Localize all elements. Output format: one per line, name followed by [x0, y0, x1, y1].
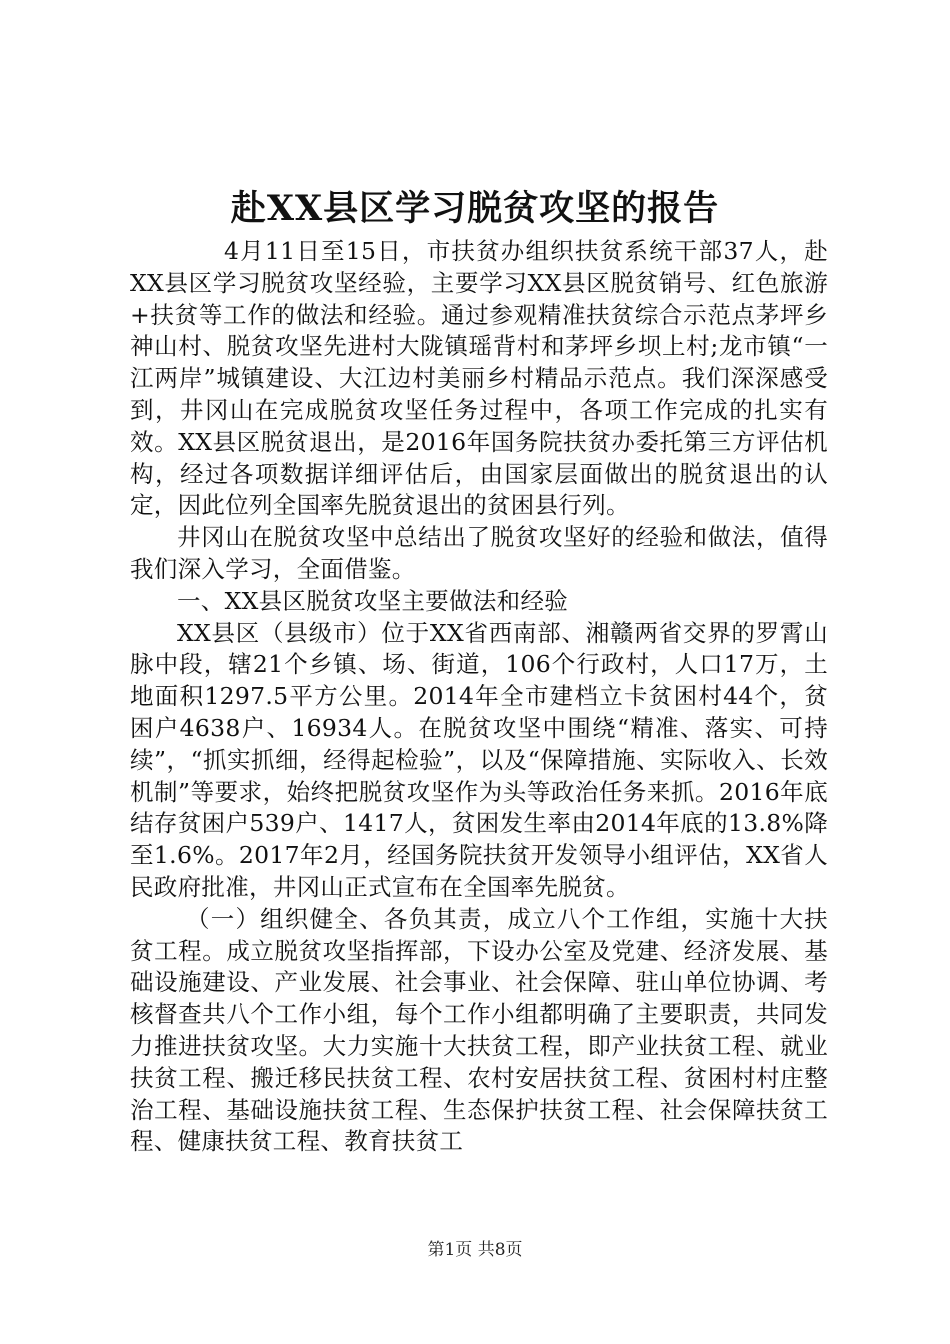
document-title: 赴XX县区学习脱贫攻坚的报告 — [230, 188, 720, 229]
paragraph-subsection-1: （一）组织健全、各负其责，成立八个工作组，实施十大扶贫工程。成立脱贫攻坚指挥部，下设办公室及党建、经济发展、基础设施建设、产业发展、社会事业、社会保障、驻山单位协调、考核督查共八个工作小组，每个工作小组都明确了主要职责，共同发力推进扶贫攻坚。大力实施十大扶贫工程，即产业扶贫工程、就业扶贫工程、搬迁移民扶贫工程、农村安居扶贫工程、贫困村村庄整治工程、基础设施扶贫工程、生态保护扶贫工程、社会保障扶贫工程、健康扶贫工程、教育扶贫工 — [130, 904, 828, 1156]
paragraph-overview: XX县区（县级市）位于XX省西南部、湘赣两省交界的罗霄山脉中段，辖21个乡镇、场、街道，106个行政村，人口17万，土地面积1297.5平方公里。2014年全市建档立卡贫困村44个，贫困户4638户、16934人。在脱贫攻坚中围绕“精准、落实、可持续”，“抓实抓细，经得起检验”，以及“保障措施、实际收入、长效机制”等要求，始终把脱贫攻坚作为头等政治任务来抓。2016年底结存贫困户539户、1417人，贫困发生率由2014年底的13.8%降至1.6%。2017年2月，经国务院扶贫开发领导小组评估，XX省人民政府批准，井冈山正式宣布在全国率先脱贫。 — [130, 618, 828, 901]
document-body — [130, 236, 828, 1158]
page-number-footer: 第1页 共8页 — [427, 1240, 523, 1260]
paragraph-intro: 4月11日至15日，市扶贫办组织扶贫系统干部37人，赴XX县区学习脱贫攻坚经验，主要学习XX县区脱贫销号、红色旅游+扶贫等工作的做法和经验。通过参观精准扶贫综合示范点茅坪乡神山村、脱贫攻坚先进村大陇镇瑶背村和茅坪乡坝上村;龙市镇“一江两岸”城镇建设、大江边村美丽乡村精品示范点。我们深深感受到，井冈山在完成脱贫攻坚任务过程中，各项工作完成的扎实有效。XX县区脱贫退出，是2016年国务院扶贫办委托第三方评估机构，经过各项数据详细评估后，由国家层面做出的脱贫退出的认定，因此位列全国率先脱贫退出的贫困县行列。 — [130, 237, 828, 520]
paragraph-summary: 井冈山在脱贫攻坚中总结出了脱贫攻坚好的经验和做法，值得我们深入学习，全面借鉴。 — [130, 523, 828, 583]
section-heading: 一、XX县区脱贫攻坚主要做法和经验 — [177, 586, 569, 615]
